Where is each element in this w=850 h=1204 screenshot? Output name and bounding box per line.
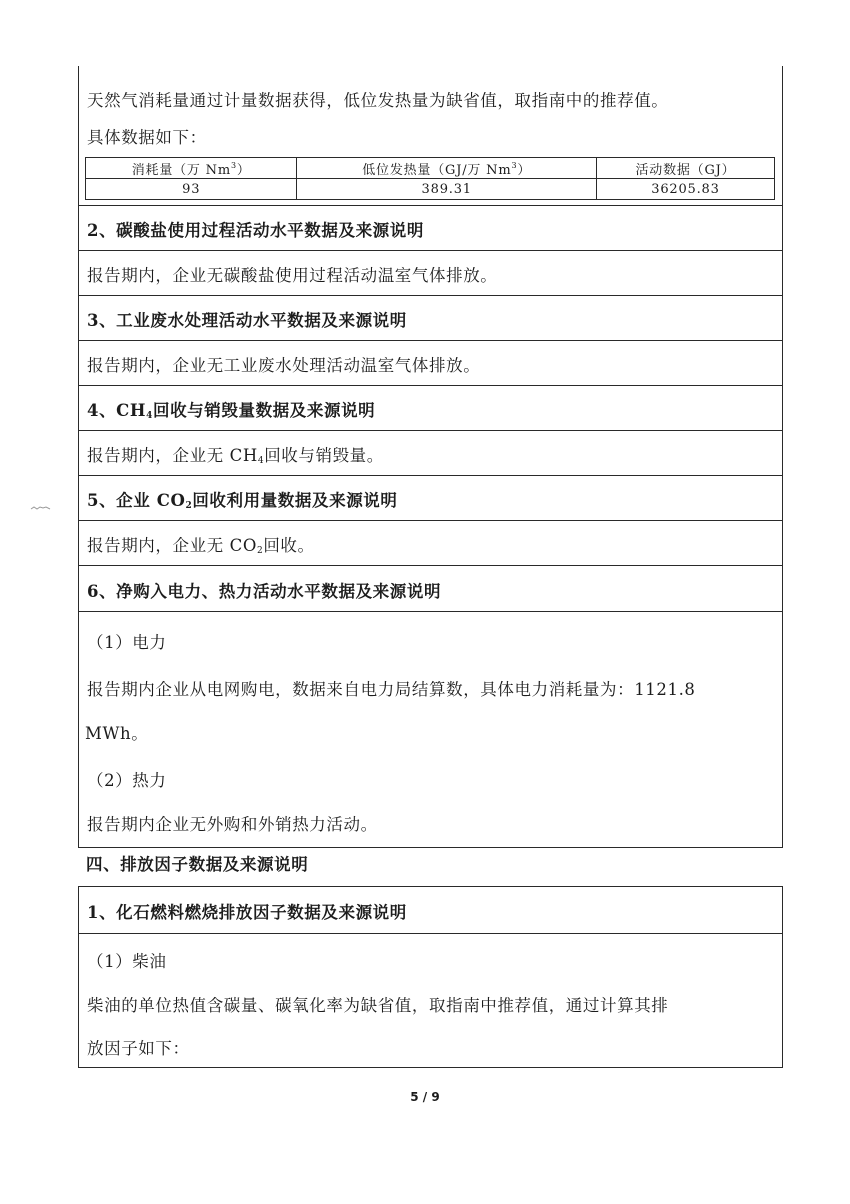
section-3-title-row bbox=[79, 295, 782, 340]
section-4-body: 报告期内，企业无 $CH_4$回收与销毁量。 bbox=[87, 446, 384, 466]
factor-title-row bbox=[79, 887, 782, 933]
section-6-body-row bbox=[79, 611, 782, 848]
section-2-title: 2、碳酸盐使用过程活动水平数据及来源说明 bbox=[87, 221, 424, 240]
natural-gas-block bbox=[79, 66, 782, 205]
diesel-label: （1）柴油 bbox=[87, 952, 167, 971]
electricity-label: （1）电力 bbox=[87, 633, 167, 652]
section-5-body: 报告期内，企业无 $CO_2$回收。 bbox=[87, 536, 315, 556]
table-header-row bbox=[86, 158, 775, 179]
scan-smudge bbox=[30, 505, 52, 511]
natural-gas-table bbox=[85, 157, 775, 200]
section-2-body-row bbox=[79, 250, 782, 295]
electricity-unit: MWh。 bbox=[85, 724, 149, 743]
part-4-title: 四、排放因子数据及来源说明 bbox=[86, 855, 309, 874]
header-consumption: 消耗量（万 Nm$^3$） bbox=[86, 158, 297, 179]
section-6-title: 6、净购入电力、热力活动水平数据及来源说明 bbox=[87, 582, 442, 601]
header-activity-data: 活动数据（GJ） bbox=[596, 158, 774, 179]
section-3-title: 3、工业废水处理活动水平数据及来源说明 bbox=[87, 311, 407, 330]
section-3-body: 报告期内，企业无工业废水处理活动温室气体排放。 bbox=[87, 356, 481, 375]
activity-data-frame bbox=[78, 66, 783, 848]
section-5-title: 5、企业 $CO_2$回收利用量数据及来源说明 bbox=[87, 491, 398, 511]
value-ncv: 389.31 bbox=[297, 179, 597, 200]
diesel-body-line2: 放因子如下： bbox=[87, 1039, 190, 1058]
value-consumption: 93 bbox=[86, 179, 297, 200]
table-row bbox=[86, 179, 775, 200]
section-4-title-row bbox=[79, 385, 782, 430]
section-4-title: 4、$CH_4$回收与销毁量数据及来源说明 bbox=[87, 401, 376, 421]
section-5-body-row bbox=[79, 520, 782, 565]
diesel-body-line1: 柴油的单位热值含碳量、碳氧化率为缺省值，取指南中推荐值，通过计算其排 bbox=[87, 996, 669, 1015]
section-2-body: 报告期内，企业无碳酸盐使用过程活动温室气体排放。 bbox=[87, 266, 498, 285]
emission-factor-frame bbox=[78, 886, 783, 1068]
fossil-fuel-factor-title: 1、化石燃料燃烧排放因子数据及来源说明 bbox=[87, 903, 407, 922]
page-number: 5 / 9 bbox=[410, 1090, 440, 1104]
data-intro: 具体数据如下： bbox=[87, 128, 207, 147]
value-activity-data: 36205.83 bbox=[596, 179, 774, 200]
part-4-heading-block bbox=[78, 848, 783, 886]
natural-gas-intro: 天然气消耗量通过计量数据获得，低位发热量为缺省值，取指南中的推荐值。 bbox=[87, 91, 669, 110]
section-4-body-row bbox=[79, 430, 782, 475]
electricity-body: 报告期内企业从电网购电，数据来自电力局结算数，具体电力消耗量为：1121.8 bbox=[87, 680, 696, 699]
heat-body: 报告期内企业无外购和外销热力活动。 bbox=[87, 815, 378, 834]
section-5-title-row bbox=[79, 475, 782, 520]
heat-label: （2）热力 bbox=[87, 771, 167, 790]
section-6-title-row bbox=[79, 565, 782, 611]
header-ncv: 低位发热量（GJ/万 Nm$^3$） bbox=[297, 158, 597, 179]
section-2-title-row bbox=[79, 205, 782, 250]
diesel-row bbox=[79, 933, 782, 1068]
section-3-body-row bbox=[79, 340, 782, 385]
